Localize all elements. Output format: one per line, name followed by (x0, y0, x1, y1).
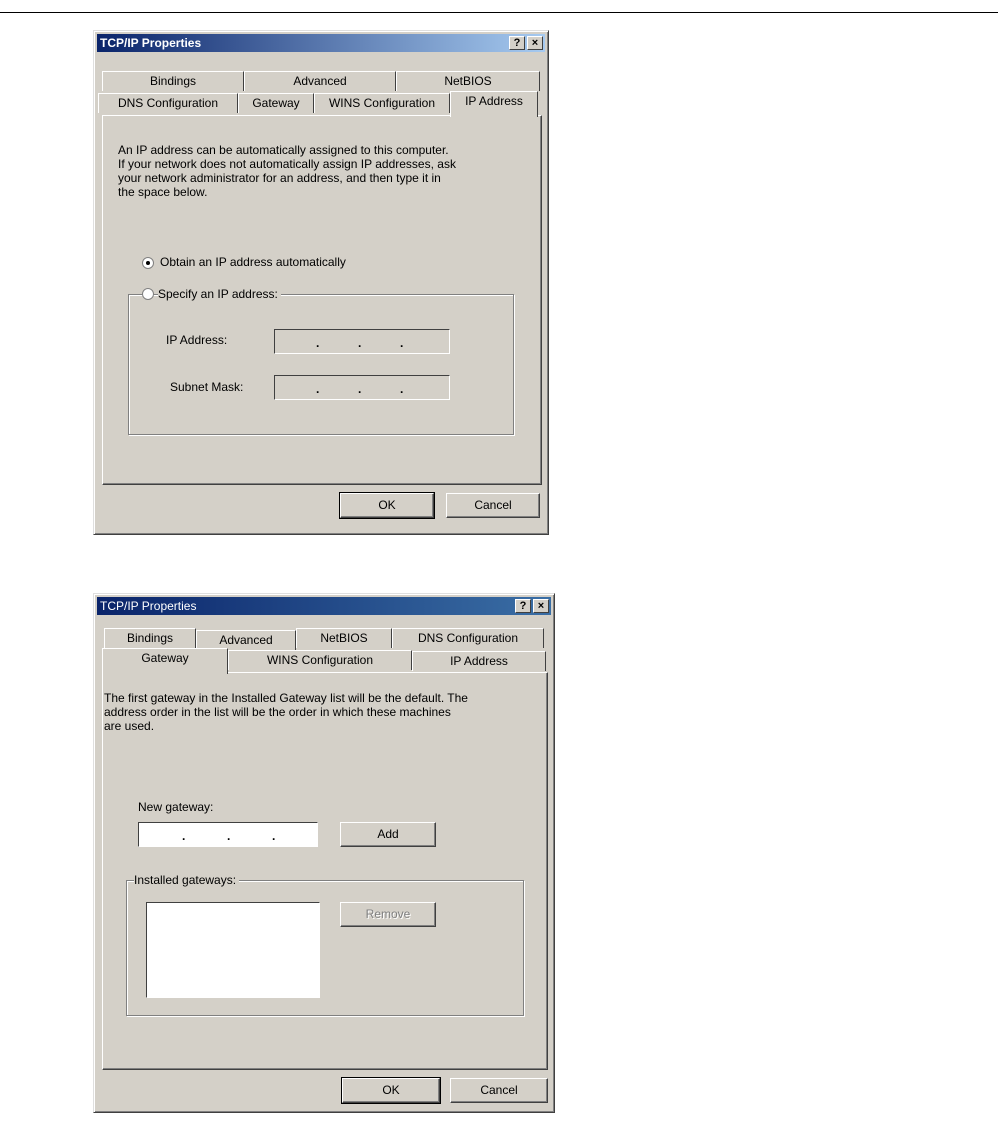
installed-gateways-label: Installed gateways: (134, 873, 239, 887)
help-button[interactable]: ? (515, 599, 531, 613)
tcpip-properties-dialog-ip-address (93, 30, 549, 535)
ip-address-label: IP Address: (166, 333, 228, 347)
cancel-button[interactable]: Cancel (450, 1078, 548, 1103)
installed-gateways-list[interactable] (146, 902, 320, 998)
ip-dot: . (272, 829, 276, 843)
tab-dns-configuration[interactable]: DNS Configuration (392, 628, 544, 648)
tab-gateway[interactable]: Gateway (102, 648, 228, 674)
add-button[interactable]: Add (340, 822, 436, 847)
ip-dot: . (316, 382, 320, 396)
radio-selected-dot (146, 261, 150, 265)
ip-dot: . (400, 382, 404, 396)
dialog-title: TCP/IP Properties (100, 36, 202, 50)
tab-bindings[interactable]: Bindings (104, 628, 196, 648)
tab-gateway[interactable]: Gateway (238, 93, 314, 113)
tab-netbios[interactable]: NetBIOS (296, 628, 392, 648)
cancel-button[interactable]: Cancel (446, 493, 540, 518)
ip-address-field[interactable] (274, 329, 450, 354)
gateway-description: The first gateway in the Installed Gateway list will be the default. The address order in the list will be the order in which these machines are used. (104, 691, 468, 733)
tab-ip-address[interactable]: IP Address (412, 651, 546, 671)
ok-button[interactable]: OK (342, 1078, 440, 1103)
close-button[interactable]: × (527, 36, 543, 50)
tab-ip-address[interactable]: IP Address (450, 91, 538, 117)
subnet-mask-label: Subnet Mask: (170, 380, 244, 394)
ip-description: An IP address can be automatically assigned to this computer. If your network does not automatically assign IP addresses, ask your network administrator for an address, and then type it in the space below. (118, 143, 456, 199)
ip-dot: . (400, 336, 404, 350)
tab-advanced[interactable]: Advanced (244, 71, 396, 91)
tab-wins-configuration[interactable]: WINS Configuration (314, 93, 450, 113)
tab-wins-configuration[interactable]: WINS Configuration (228, 650, 412, 670)
remove-button: Remove (340, 902, 436, 927)
ip-dot: . (316, 336, 320, 350)
ip-dot: . (227, 829, 231, 843)
tcpip-properties-dialog-gateway (93, 593, 555, 1113)
tab-netbios[interactable]: NetBIOS (396, 71, 540, 91)
tab-dns-configuration[interactable]: DNS Configuration (98, 93, 238, 113)
title-bar[interactable] (97, 34, 545, 52)
radio-obtain-ip-label[interactable]: Obtain an IP address automatically (160, 255, 346, 269)
radio-specify-ip[interactable] (142, 288, 154, 300)
subnet-mask-field[interactable] (274, 375, 450, 400)
dialog-title: TCP/IP Properties (100, 599, 197, 613)
specify-ip-group (128, 294, 514, 435)
page-top-rule (0, 12, 998, 13)
new-gateway-field[interactable] (138, 822, 318, 847)
title-bar[interactable] (97, 597, 551, 615)
help-button[interactable]: ? (509, 36, 525, 50)
radio-obtain-ip[interactable] (142, 257, 154, 269)
ip-dot: . (358, 382, 362, 396)
new-gateway-label: New gateway: (138, 800, 214, 814)
tab-advanced[interactable]: Advanced (196, 630, 296, 650)
ok-button[interactable]: OK (340, 493, 434, 518)
tab-bindings[interactable]: Bindings (102, 71, 244, 91)
ip-dot: . (182, 829, 186, 843)
close-button[interactable]: × (533, 599, 549, 613)
radio-specify-ip-label[interactable]: Specify an IP address: (158, 287, 281, 301)
ip-dot: . (358, 336, 362, 350)
